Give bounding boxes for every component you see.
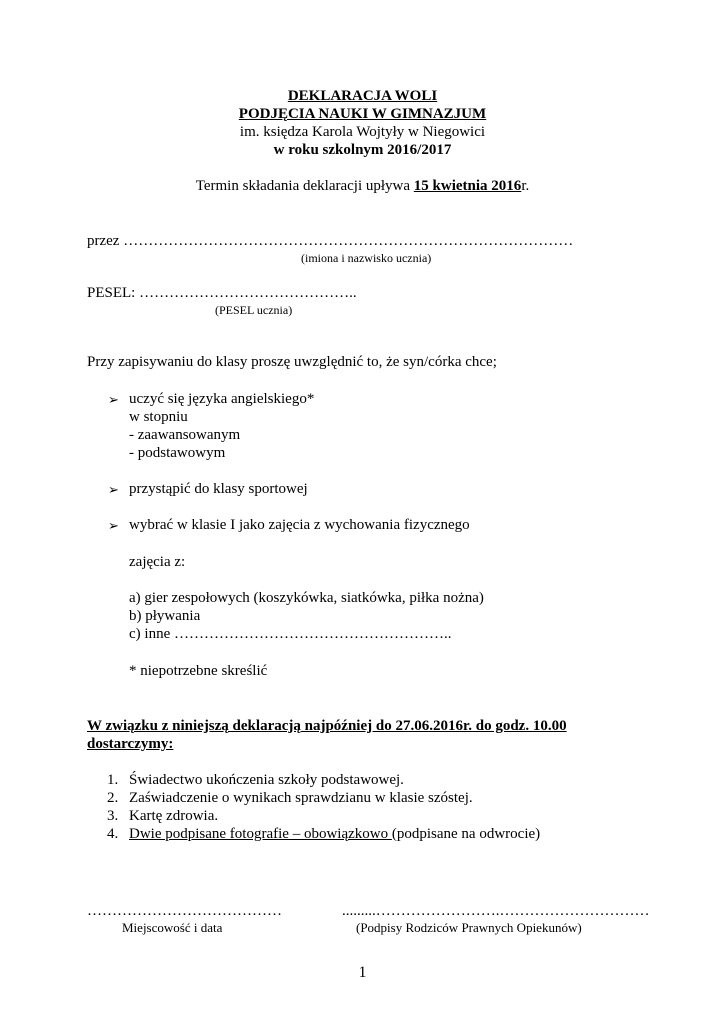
document-item-number: 2. [107, 790, 119, 806]
page-number: 1 [358, 964, 367, 981]
signature-caption: (Podpisy Rodziców Prawnych Opiekunów) [356, 920, 582, 935]
documents-heading-line1: W związku z niniejszą deklaracją najpóźniej do 27.06.2016r. do godz. 10.00 [87, 718, 567, 734]
option-pe-choice: wybrać w klasie I jako zajęcia z wychowania fizycznego [129, 517, 470, 533]
class-option-c: c) inne ……………………………………………….. [129, 626, 452, 642]
deadline-date: 15 kwietnia 2016 [413, 178, 522, 194]
arrow-bullet-icon: ➢ [108, 482, 119, 497]
documents-heading-line2: dostarczymy: [87, 736, 174, 752]
place-date-field[interactable]: ………………………………… [87, 903, 282, 919]
option-level-label: w stopniu [129, 409, 188, 425]
document-item [129, 826, 540, 843]
option-sport-class: przystąpić do klasy sportowej [129, 481, 308, 497]
intro-text: Przy zapisywaniu do klasy proszę uwzględnić to, że syn/córka chce; [87, 354, 497, 370]
document-item-number: 4. [107, 826, 119, 842]
footnote: * niepotrzebne skreślić [129, 663, 268, 679]
pesel-caption: (PESEL ucznia) [215, 303, 293, 317]
arrow-bullet-icon: ➢ [108, 392, 119, 407]
document-subtitle: PODJĘCIA NAUKI W GIMNAZJUM [238, 106, 487, 122]
class-option-b: b) pływania [129, 608, 201, 624]
document-title: DEKLARACJA WOLI [287, 88, 438, 104]
document-item-rest: (podpisane na odwrocie) [391, 826, 541, 842]
deadline-suffix: r. [521, 178, 530, 194]
arrow-bullet-icon: ➢ [108, 518, 119, 533]
signature-field[interactable]: .........…………………….………………………… [342, 903, 650, 919]
document-item-emphasis: Dwie podpisane fotografie – obowiązkowo [129, 826, 392, 842]
document-item-number: 1. [107, 772, 119, 788]
class-option-a: a) gier zespołowych (koszykówka, siatkówka, piłka nożna) [129, 590, 484, 606]
document-item: Świadectwo ukończenia szkoły podstawowej. [129, 772, 404, 788]
classes-label: zajęcia z: [129, 554, 186, 570]
pesel-field[interactable]: PESEL: …………………………………….. [87, 285, 357, 301]
student-name-field[interactable]: przez ……………………………………………………………………………… [87, 233, 574, 249]
place-date-caption: Miejscowość i data [122, 920, 223, 935]
deadline-prefix: Termin składania deklaracji upływa [195, 178, 414, 194]
school-name: im. księdza Karola Wojtyły w Niegowici [239, 124, 486, 140]
student-name-caption: (imiona i nazwisko ucznia) [301, 251, 432, 265]
document-item: Zaświadczenie o wynikach sprawdzianu w klasie szóstej. [129, 790, 473, 806]
deadline-line [0, 178, 725, 195]
option-level-advanced: - zaawansowanym [129, 427, 241, 443]
option-level-basic: - podstawowym [129, 445, 226, 461]
document-item: Kartę zdrowia. [129, 808, 219, 824]
option-english: uczyć się języka angielskiego* [129, 391, 315, 407]
document-item-number: 3. [107, 808, 119, 824]
school-year: w roku szkolnym 2016/2017 [273, 142, 452, 158]
